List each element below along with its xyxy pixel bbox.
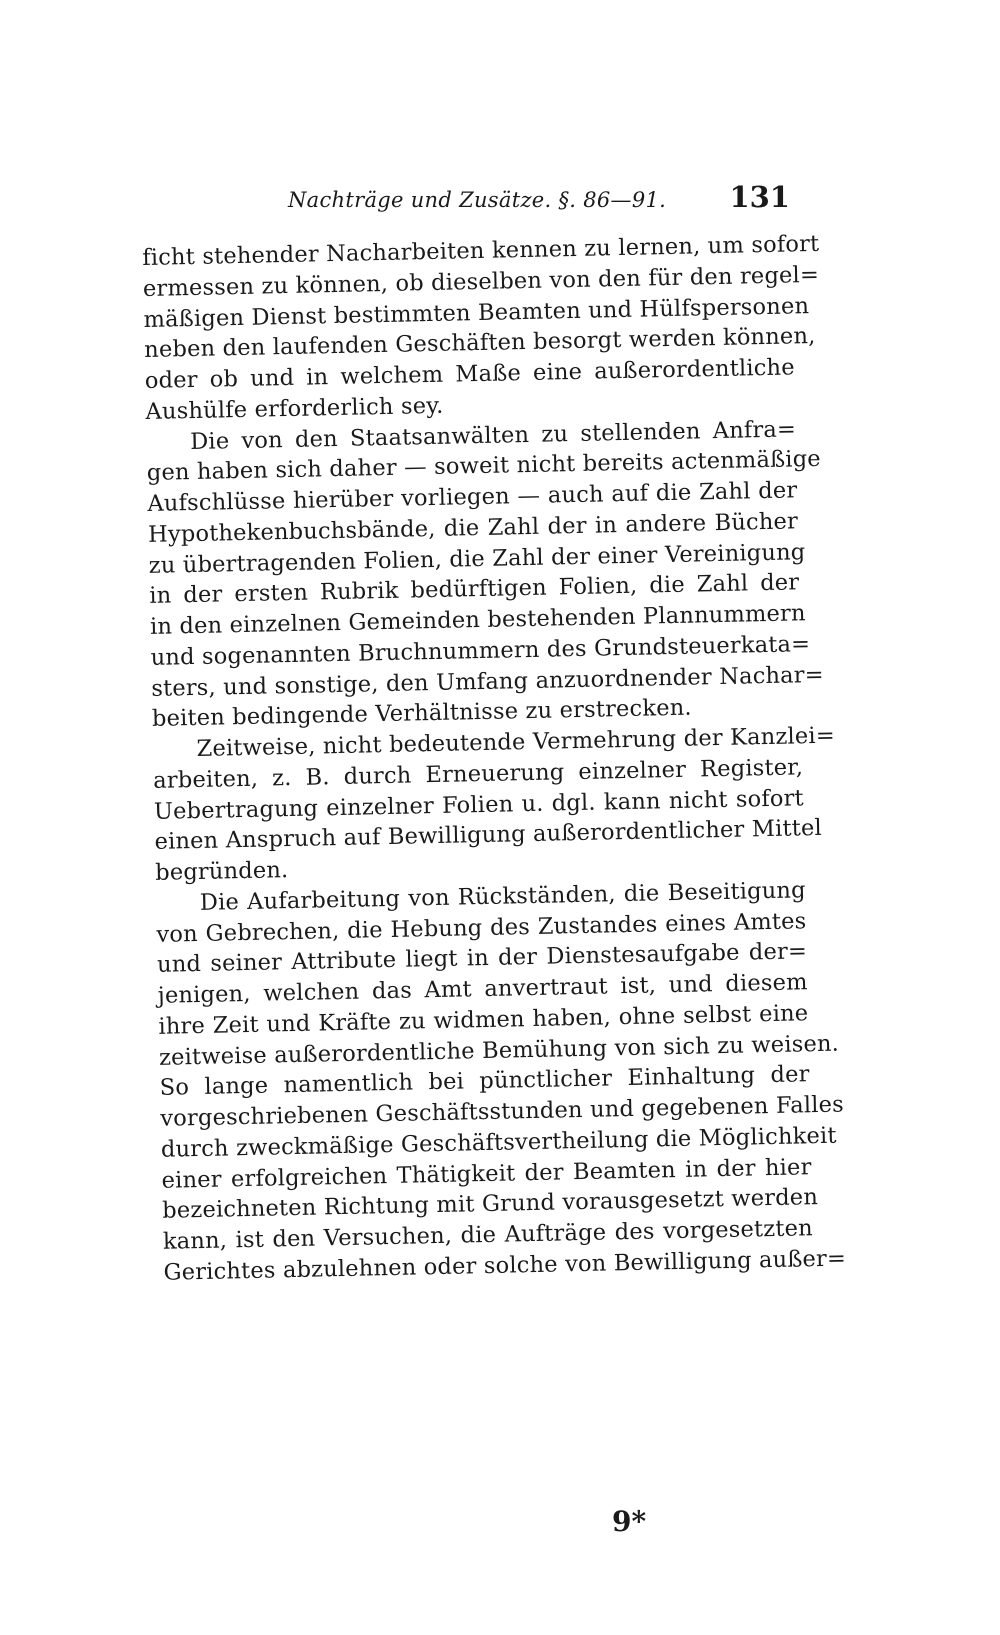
text-line: Hypothekenbuchsbände, die Zahl der in andere Bücher [147, 508, 799, 548]
body-text [142, 229, 847, 1288]
text-line: durch zweckmäßige Geschäftsvertheilung die Möglichkeit [160, 1122, 837, 1163]
text-line: Aushülfe erforderlich sey. [145, 392, 444, 425]
text-line: und seiner Attribute liegt in der Dienstesaufgabe der= [156, 938, 808, 979]
text-line: in den einzelnen Gemeinden bestehenden Plannummern [149, 600, 806, 640]
text-line: gen haben sich daher — soweit nicht bereits actenmäßige [146, 446, 822, 487]
text-line: Gerichtes abzulehnen oder solche von Bewilligung außer= [163, 1245, 847, 1286]
text-line: kann, ist den Versuchen, die Aufträge des vorgesetzten [162, 1215, 814, 1255]
text-line: einer erfolgreichen Thätigkeit der Beamten in der hier [161, 1153, 812, 1194]
running-head: Nachträge und Zusätze. §. 86—91. [288, 188, 667, 212]
text-line: oder ob und in welchem Maße eine außerordentliche [144, 354, 796, 394]
page-number: 131 [729, 180, 790, 214]
signature-mark: 9* [612, 1505, 647, 1538]
text-line: ihre Zeit und Kräfte zu widmen haben, ohne selbst eine [158, 999, 809, 1040]
text-line: Aufschlüsse hierüber vorliegen — auch auf die Zahl der [147, 477, 798, 517]
text-line: arbeiten, z. B. durch Erneuerung einzelner Register, [152, 754, 804, 794]
text-line: begründen. [154, 857, 289, 886]
text-line: Uebertragung einzelner Folien u. dgl. kann nicht sofort [153, 784, 805, 825]
text-line: zeitweise außerordentliche Bemühung von sich zu weisen. [158, 1030, 840, 1071]
text-line: ficht stehender Nacharbeiten kennen zu lernen, um sofort [142, 230, 820, 271]
text-line: Die von den Staatsanwälten zu stellenden Anfra= [189, 415, 797, 455]
text-line: von Gebrechen, die Hebung des Zustandes eines Amtes [156, 907, 807, 948]
text-line: zu übertragenden Folien, die Zahl der einer Vereinigung [148, 538, 806, 579]
text-line: Die Aufarbeitung von Rückständen, die Beseitigung [199, 876, 806, 916]
page-header [280, 180, 790, 220]
text-line: in der ersten Rubrik bedürftigen Folien, die Zahl der [149, 569, 800, 610]
text-line: jenigen, welchen das Amt anvertraut ist, und diesem [157, 969, 808, 1009]
text-line: bezeichneten Richtung mit Grund vorausgesetzt werden [162, 1184, 819, 1225]
text-line: einen Anspruch auf Bewilligung außerordentlicher Mittel [154, 815, 823, 856]
text-line: ermessen zu können, ob dieselben von den für den regel= [142, 261, 820, 302]
text-line: vorgeschriebenen Geschäftsstunden und gegebenen Falles [160, 1091, 845, 1132]
text-line: sters, und sonstige, den Umfang anzuordnender Nachar= [151, 661, 825, 702]
text-line: mäßigen Dienst bestimmten Beamten und Hülfspersonen [143, 292, 810, 333]
text-line: beiten bedingende Verhältnisse zu erstrecken. [151, 694, 693, 733]
text-line: Zeitweise, nicht bedeutende Vermehrung der Kanzlei= [196, 722, 836, 762]
text-line: So lange namentlich bei pünctlicher Einhaltung der [159, 1061, 810, 1102]
text-line: neben den laufenden Geschäften besorgt werden können, [143, 323, 816, 364]
text-line: und sogenannten Bruchnummern des Grundsteuerkata= [150, 630, 811, 671]
